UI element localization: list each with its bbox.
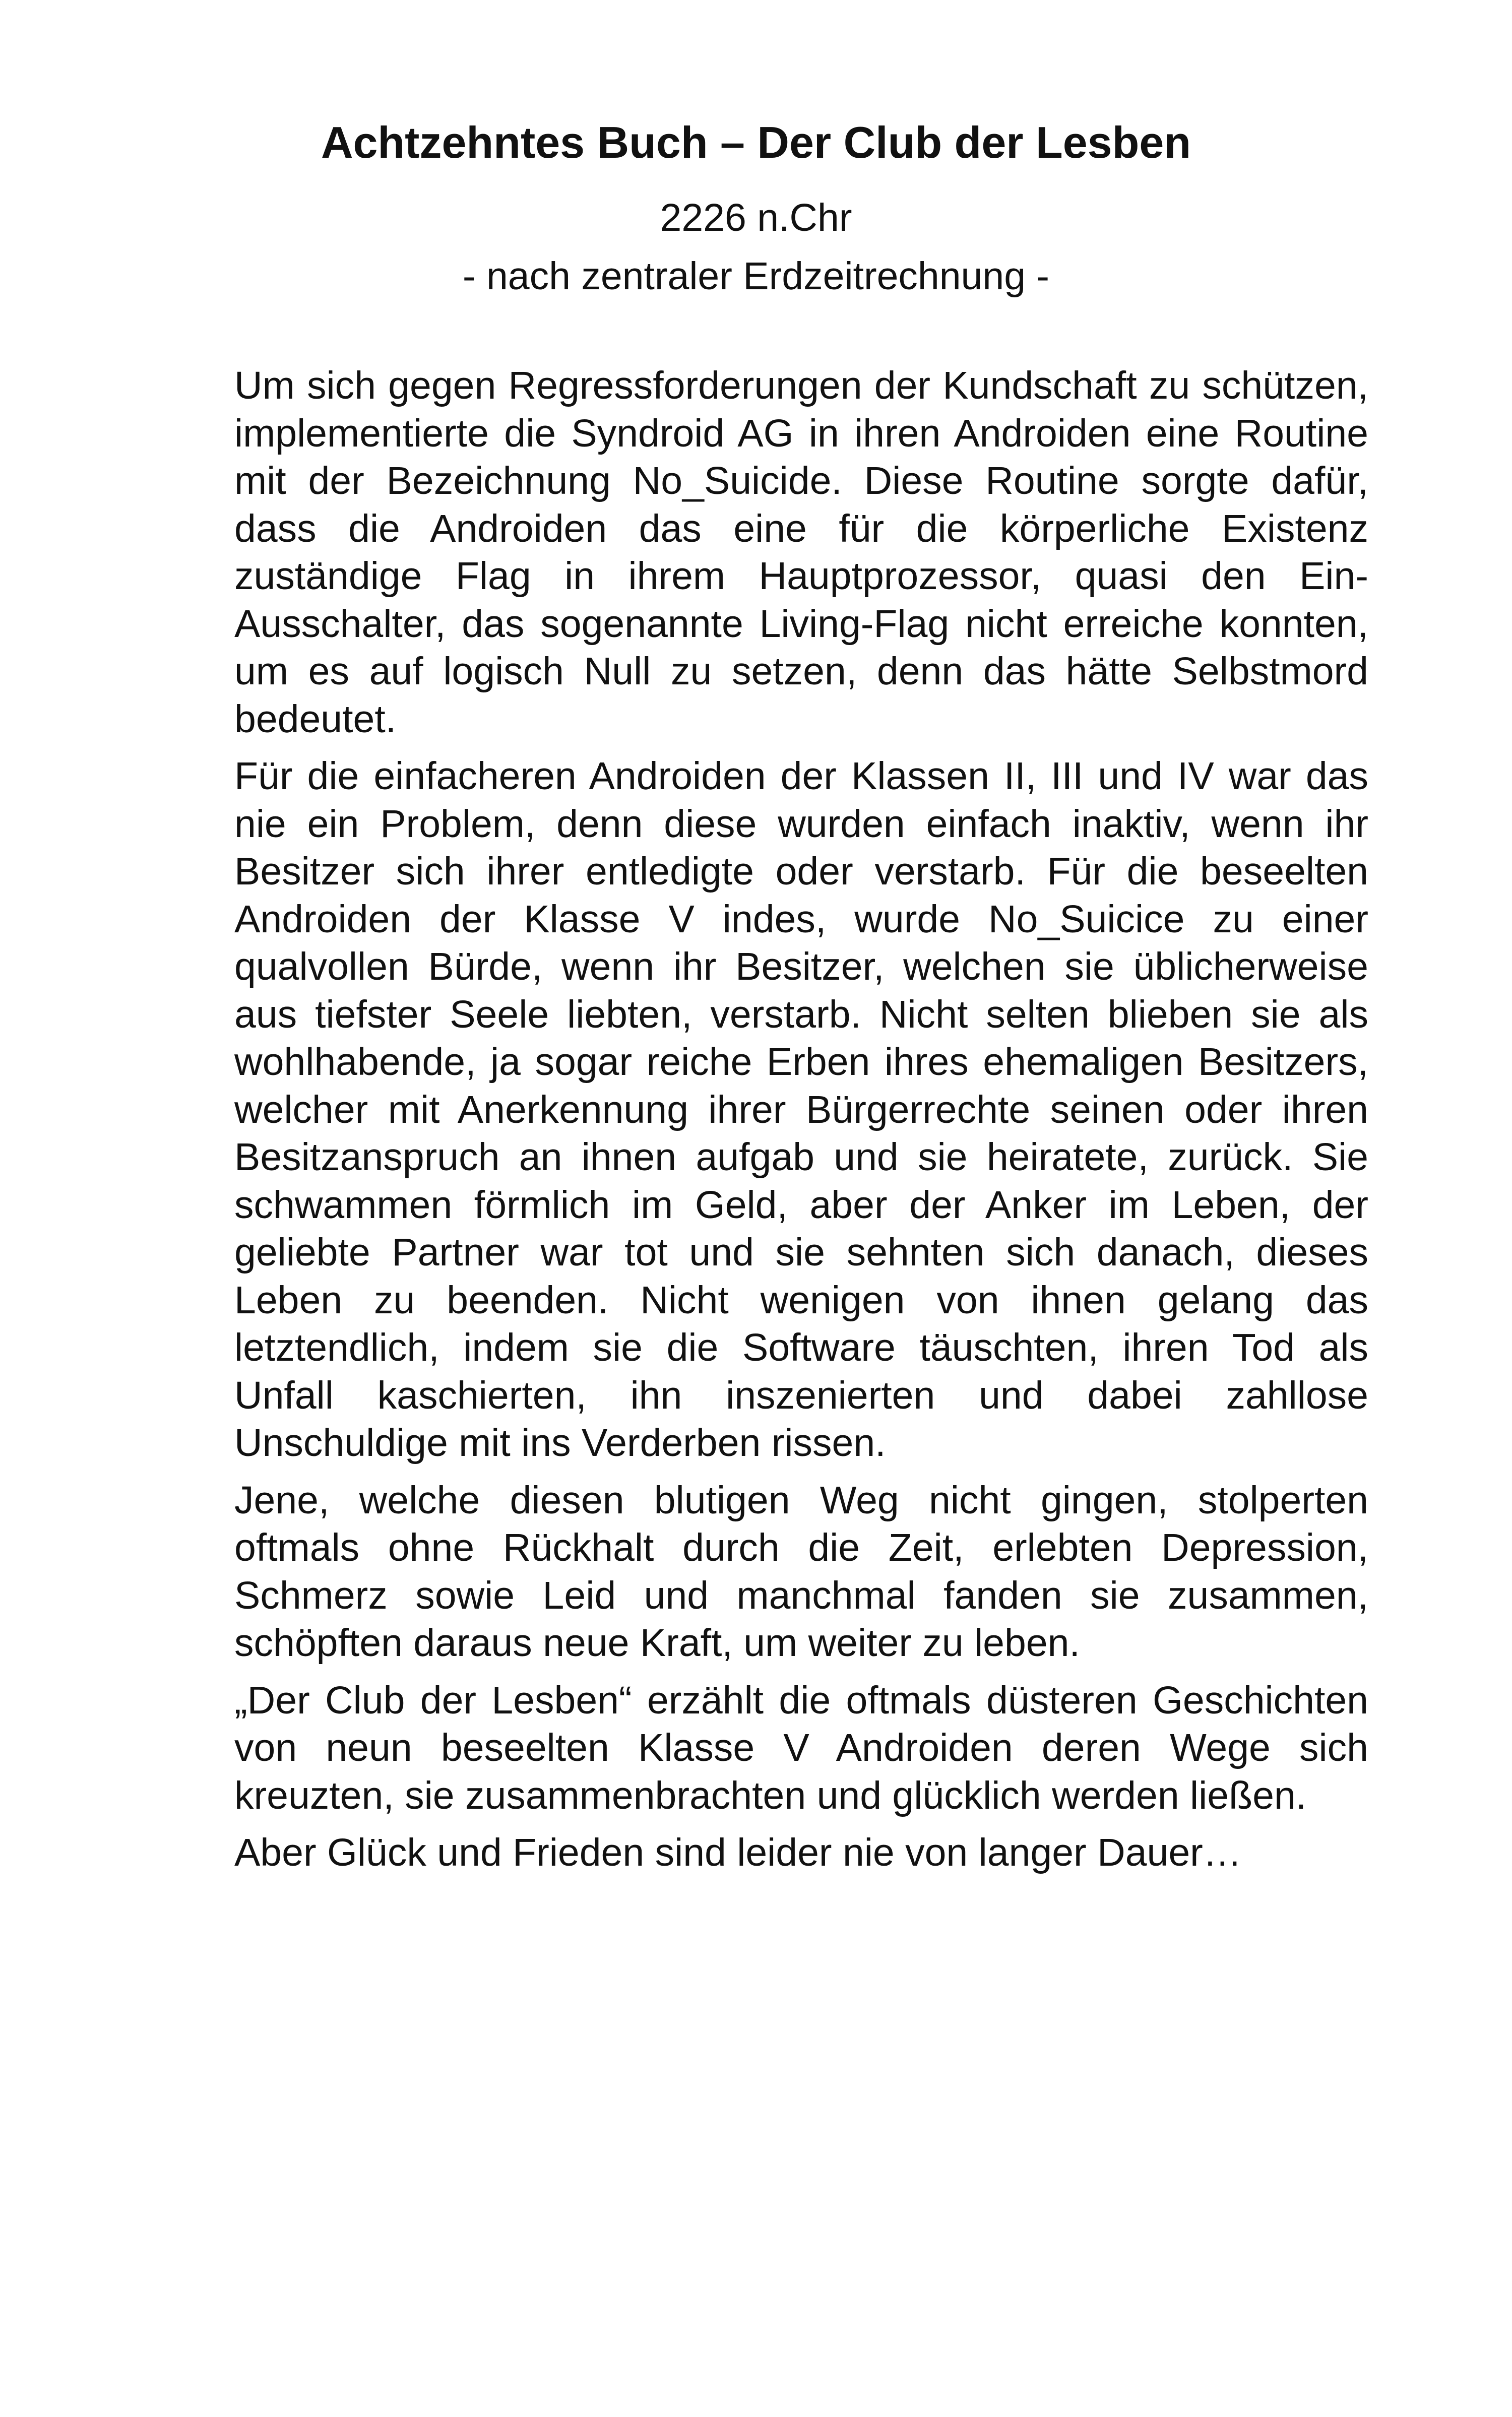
era-note: - nach zentraler Erdzeitrechnung - <box>462 255 1050 298</box>
body-text <box>234 362 1368 1886</box>
paragraph: Aber Glück und Frieden sind leider nie von langer Dauer… <box>234 1831 1242 1874</box>
paragraph: Um sich gegen Regressforderungen der Kundschaft zu schützen, implementierte die Syndroid AG in ihren Androiden eine Routine mit der Bezeichnung No_Suicide. Diese Routine sorgte dafür, dass die Androiden das eine für die körperliche Existenz zuständige Flag in ihrem Hauptprozessor, quasi den Ein- Ausschalter, das sogenannte Living-Flag nicht erreiche konnten, um es auf logisch Null zu setzen, denn das hätte Selbstmord bedeutet. <box>234 364 1368 741</box>
book-title: Achtzehntes Buch – Der Club der Lesben <box>321 117 1191 167</box>
paragraph: Für die einfacheren Androiden der Klassen II, III und IV war das nie ein Problem, denn diese wurden einfach inaktiv, wenn ihr Besitzer sich ihrer entledigte oder verstarb. Für die beseelten Androiden der Klasse V indes, wurde No_Suicice zu einer qualvollen Bürde, wenn ihr Besitzer, welchen sie üblicherweise aus tiefster Seele liebten, verstarb. Nicht selten blieben sie als wohlhabende, ja sogar reiche Erben ihres ehemaligen Besitzers, welcher mit Anerkennung ihrer Bürgerrechte seinen oder ihren Besitzanspruch an ihnen aufgab und sie heiratete, zurück. Sie schwammen förmlich im Geld, aber der Anker im Leben, der geliebte Partner war tot und sie sehnten sich danach, dieses Leben zu beenden. Nicht wenigen von ihnen gelang das letztendlich, indem sie die Software täuschten, ihren Tod als Unfall kaschierten, ihn inszenierten und dabei zahllose Unschuldige mit ins Verderben rissen. <box>234 754 1368 1465</box>
paragraph: „Der Club der Lesben“ erzählt die oftmals düsteren Geschichten von neun beseelten Klasse V Androiden deren Wege sich kreuzten, sie zusammenbrachten und glücklich werden ließen. <box>234 1678 1368 1817</box>
year-label: 2226 n.Chr <box>660 196 852 239</box>
paragraph: Jene, welche diesen blutigen Weg nicht gingen, stolperten oftmals ohne Rückhalt durch die Zeit, erlebten Depression, Schmerz sowie Leid und manchmal fanden sie zusammen, schöpften daraus neue Kraft, um weiter zu leben. <box>234 1478 1368 1665</box>
